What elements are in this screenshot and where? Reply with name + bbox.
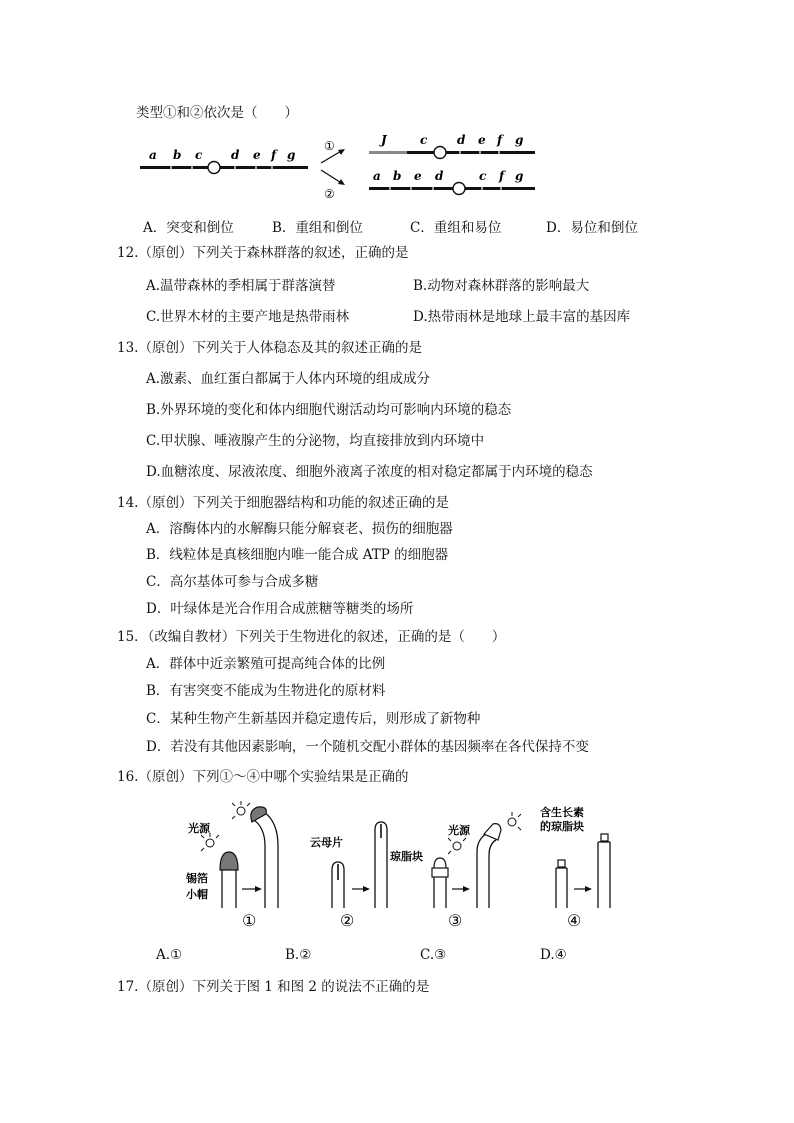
- experiment-number-3: ③: [448, 911, 463, 930]
- q16-option-b: B.②: [285, 947, 312, 963]
- light-icon-1b: [232, 801, 250, 819]
- q16-option-c: C.③: [420, 947, 447, 963]
- foil-cap-label-line2: 小帽: [186, 888, 208, 901]
- type2-chromosome: [369, 187, 535, 190]
- arrow-label-1: ①: [324, 139, 335, 153]
- q11-option-b: B．重组和倒位: [272, 220, 363, 236]
- q15-option-b: B．有害突变不能成为生物进化的原材料: [146, 683, 386, 699]
- foil-cap-label-line1: 锡箔: [186, 872, 208, 885]
- q13-option-a: A.激素、血红蛋白都属于人体内环境的组成成分: [146, 371, 431, 387]
- q11-option-a: A．突变和倒位: [143, 220, 234, 236]
- q14-option-b: B．线粒体是真核细胞内唯一能合成 ATP 的细胞器: [146, 547, 449, 563]
- q13-option-d: D.血糖浓度、尿液浓度、细胞外液离子浓度的相对稳定都属于内环境的稳态: [146, 464, 593, 480]
- q14-stem: 14.（原创）下列关于细胞器结构和功能的叙述正确的是: [117, 495, 449, 511]
- type1-gene-e: e: [478, 133, 486, 147]
- gene-g: g: [287, 148, 296, 162]
- q16-option-d: D.④: [540, 947, 567, 963]
- q15-option-d: D．若没有其他因素影响，一个随机交配小群体的基因频率在各代保持不变: [146, 739, 589, 755]
- q12-option-d: D.热带雨林是地球上最丰富的基因库: [413, 309, 631, 325]
- mica-label: 云母片: [310, 836, 343, 849]
- experiment-number-1: ①: [242, 911, 257, 930]
- q13-option-b: B.外界环境的变化和体内细胞代谢活动均可影响内环境的稳态: [146, 402, 512, 418]
- agar-block-label: 琼脂块: [390, 850, 423, 863]
- foil-cap: [220, 852, 238, 870]
- q12-stem: 12.（原创）下列关于森林群落的叙述，正确的是: [117, 245, 409, 261]
- q14-option-c: C．高尔基体可参与合成多糖: [146, 574, 319, 590]
- type2-gene-e: e: [414, 169, 422, 183]
- gene-c: c: [195, 148, 203, 162]
- type2-gene-f: f: [499, 169, 505, 183]
- type2-gene-c: c: [479, 169, 487, 183]
- gene-a: a: [149, 148, 157, 162]
- q13-option-c: C.甲状腺、唾液腺产生的分泌物，均直接排放到内环境中: [146, 433, 485, 449]
- q12-option-b: B.动物对森林群落的影响最大: [413, 278, 590, 294]
- arrow-label-2: ②: [324, 187, 335, 201]
- q15-stem: 15．（改编自教材）下列关于生物进化的叙述，正确的是（ ）: [117, 629, 506, 645]
- auxin-agar-label-line2: 的琼脂块: [540, 820, 584, 833]
- type2-gene-g: g: [515, 169, 524, 183]
- q13-stem: 13.（原创）下列关于人体稳态及其的叙述正确的是: [117, 340, 422, 356]
- type2-gene-a: a: [373, 169, 381, 183]
- q11-option-d: D．易位和倒位: [546, 220, 638, 236]
- chromosome-diagram: [135, 128, 545, 203]
- auxin-agar-block-small: [558, 860, 565, 867]
- original-chromosome: [140, 166, 308, 169]
- centromere: [208, 162, 220, 174]
- agar-block: [432, 868, 448, 877]
- gene-d: d: [231, 148, 240, 162]
- q12-option-c: C.世界木材的主要产地是热带雨林: [146, 309, 350, 325]
- light-icon-3b: [508, 812, 521, 830]
- type1-chromosome: [407, 151, 535, 154]
- light-source-label-1: 光源: [188, 822, 210, 835]
- auxin-agar-label-line1: 含生长素: [540, 806, 584, 819]
- auxin-agar-block-top: [601, 834, 608, 841]
- q14-option-a: A．溶酶体内的水解酶只能分解衰老、损伤的细胞器: [146, 521, 453, 537]
- phototropism-experiment-diagram: [182, 798, 622, 938]
- light-icon-1: [201, 833, 219, 851]
- type1-gene-g: g: [515, 133, 524, 147]
- experiment-number-4: ④: [567, 911, 582, 930]
- q16-stem: 16.（原创）下列①～④中哪个实验结果是正确的: [117, 769, 409, 785]
- q15-option-a: A．群体中近亲繁殖可提高纯合体的比例: [146, 656, 386, 672]
- q15-option-c: C．某种生物产生新基因并稳定遗传后，则形成了新物种: [146, 711, 481, 727]
- gene-b: b: [173, 148, 182, 162]
- q11-option-c: C．重组和易位: [410, 220, 502, 236]
- type2-gene-d: d: [435, 169, 444, 183]
- gene-f: f: [271, 148, 277, 162]
- type2-gene-b: b: [393, 169, 402, 183]
- experiment-number-2: ②: [340, 911, 355, 930]
- type1-gene-c: c: [420, 133, 428, 147]
- q14-option-d: D．叶绿体是光合作用合成蔗糖等糖类的场所: [146, 601, 414, 617]
- q11-stem: 类型①和②依次是（ ）: [136, 105, 298, 121]
- type1-gene-J: J: [381, 133, 387, 147]
- type1-gene-d: d: [457, 133, 466, 147]
- type1-gene-f: f: [497, 133, 503, 147]
- light-source-label-3: 光源: [448, 824, 470, 837]
- q16-option-a: A.①: [156, 947, 183, 963]
- light-icon-3: [448, 838, 466, 854]
- q12-option-a: A.温带森林的季相属于群落演替: [146, 278, 336, 294]
- gene-e: e: [253, 148, 261, 162]
- q17-stem: 17.（原创）下列关于图 1 和图 2 的说法不正确的是: [117, 979, 430, 995]
